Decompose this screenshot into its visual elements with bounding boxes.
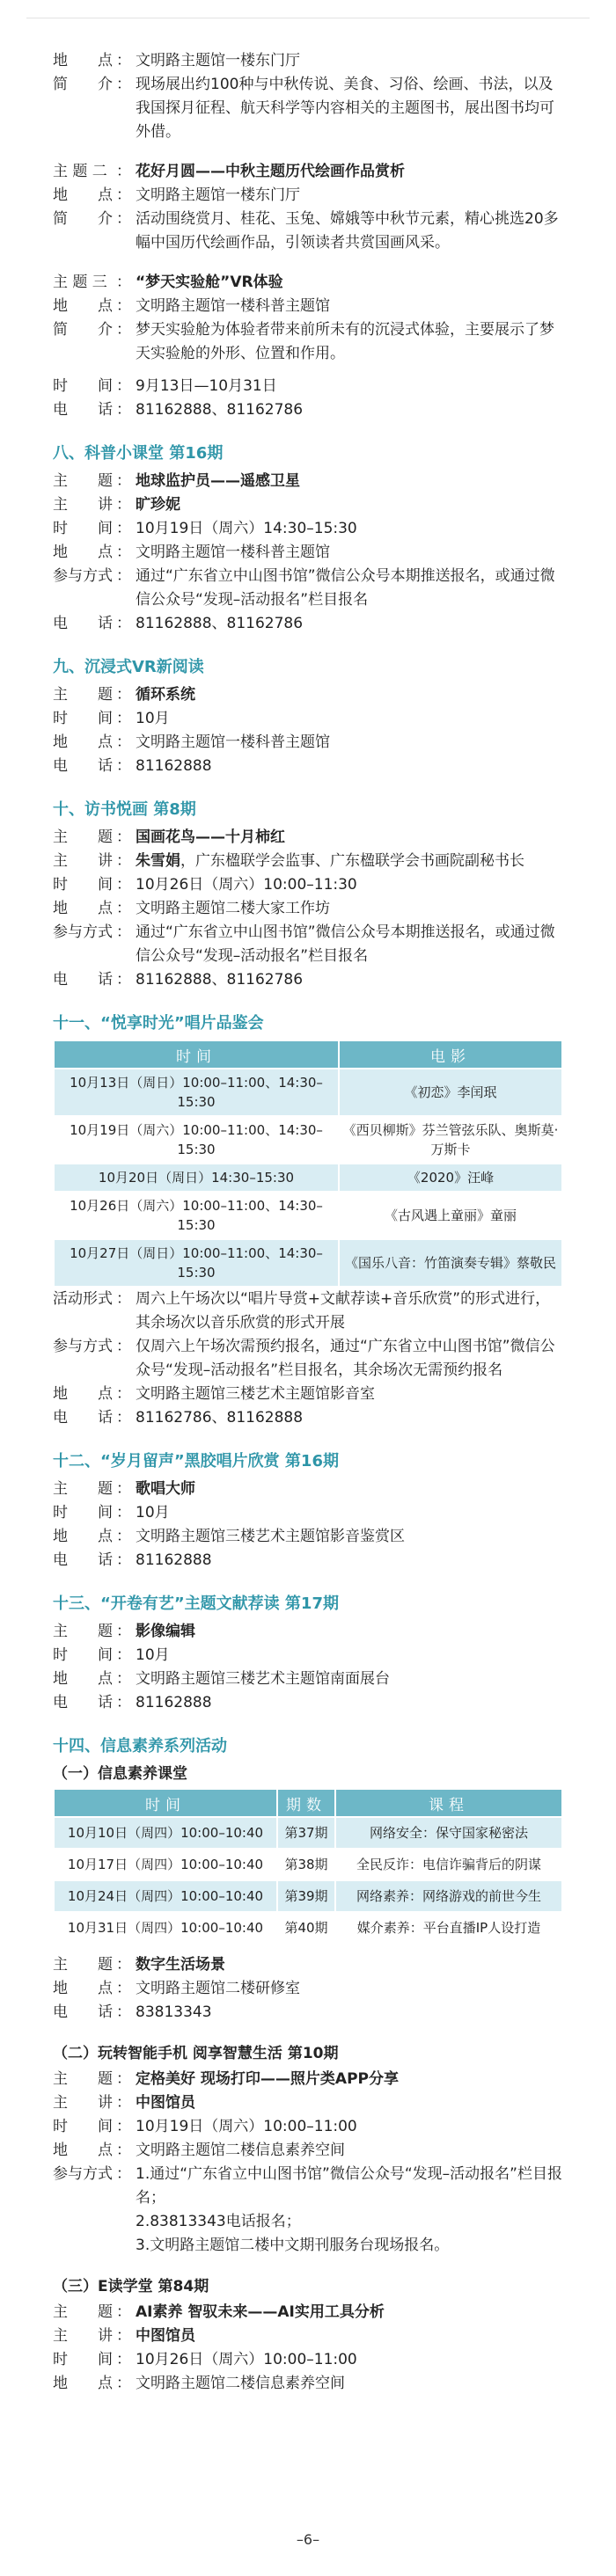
field-key: 时 间	[53, 1504, 113, 1522]
col-header-issue: 期数	[277, 1789, 335, 1817]
theme-title: 花好月圆——中秋主题历代绘画作品赏析	[136, 163, 405, 180]
cell-film: 《2020》汪峰	[339, 1164, 562, 1192]
info-row: 地 点 ： 文明路主题馆一楼东门厅	[53, 49, 563, 73]
field-value: 81162888、81162786	[136, 971, 304, 989]
field-value: 10月	[136, 710, 170, 727]
field-key: 主 题	[53, 686, 113, 704]
col-header-film: 电影	[339, 1040, 562, 1069]
info-row: 地 点 ： 文明路主题馆二楼研修室	[53, 1977, 563, 2001]
field-value: 数字生活场景	[136, 1956, 225, 1974]
field-key: 电 话	[53, 615, 113, 632]
info-row: 时 间 ： 9月13日—10月31日	[53, 375, 563, 398]
col-header-time: 时间	[54, 1040, 339, 1069]
section-title: 十三、“开卷有艺”主题文献荐读 第17期	[53, 1594, 339, 1613]
info-row: 地 点 ： 文明路主题馆一楼科普主题馆	[53, 295, 563, 318]
cell-time: 10月20日（周日）14:30–15:30	[54, 1164, 339, 1192]
course-schedule-table	[53, 1788, 563, 1945]
info-row: 主 题 ： AI素养 智驭未来——AI实用工具分析	[53, 2301, 563, 2324]
info-row: 电 话 ： 81162888、81162786	[53, 968, 563, 992]
page-number: –6–	[296, 2531, 320, 2548]
field-value: 文明路主题馆一楼科普主题馆	[136, 297, 330, 315]
field-key: 主 题 三	[53, 274, 107, 291]
info-row: 参与方式 ： 通过“广东省立中山图书馆”微信公众号本期推送报名，或通过微信公众号“发现–活动报名”栏目报名	[53, 565, 563, 612]
info-row: 主 讲 ： 旷珍妮	[53, 493, 563, 517]
field-value: 中图馆员	[136, 2327, 195, 2345]
field-value: 81162888、81162786	[136, 401, 304, 419]
field-key: 地 点	[53, 52, 113, 69]
field-value: 文明路主题馆二楼大家工作坊	[136, 900, 330, 917]
cell-time: 10月17日（周四）10:00–10:40	[54, 1849, 277, 1880]
field-key: 地 点	[53, 2142, 113, 2159]
speaker-title: ，广东楹联学会监事、广东楹联学会书画院副秘书长	[180, 852, 524, 870]
theme-title: “梦天实验舱”VR体验	[136, 274, 283, 291]
cell-film: 《西贝柳斯》芬兰管弦乐队、奥斯莫·万斯卡	[339, 1116, 562, 1164]
field-value: 文明路主题馆二楼信息素养空间	[136, 2142, 345, 2159]
field-value: 文明路主题馆三楼艺术主题馆南面展台	[136, 1670, 390, 1688]
field-key: 地 点	[53, 1670, 113, 1688]
field-value: 活动围绕赏月、桂花、玉兔、嫦娥等中秋节元素，精心挑选20多幅中国历代绘画作品，引领读者共赏国画风采。	[136, 210, 559, 252]
theme-row: 主 题 二 ： 花好月圆——中秋主题历代绘画作品赏析	[53, 160, 563, 184]
field-key: 主 讲	[53, 2327, 113, 2345]
info-row: 地 点 ： 文明路主题馆二楼信息素养空间	[53, 2372, 563, 2396]
subsection-title: （一）信息素养课堂	[53, 1765, 187, 1783]
field-key: 主 题	[53, 828, 113, 846]
field-value: 通过“广东省立中山图书馆”微信公众号本期推送报名，或通过微信公众号“发现–活动报名”栏目报名	[136, 923, 555, 965]
field-key: 主 题	[53, 1480, 113, 1498]
col-header-course: 课程	[335, 1789, 562, 1817]
field-key: 主 题 二	[53, 163, 107, 180]
field-key: 主 讲	[53, 2094, 113, 2112]
field-value: 文明路主题馆二楼研修室	[136, 1980, 300, 1997]
cell-time: 10月13日（周日）10:00–11:00、14:30–15:30	[54, 1069, 339, 1116]
join-step: 2.83813343电话报名；	[136, 2213, 301, 2230]
field-key: 电 话	[53, 757, 113, 775]
info-row: 电 话 ： 81162888	[53, 1691, 563, 1715]
field-key: 简 介	[53, 321, 113, 339]
info-row: 简 介 ： 梦天实验舱为体验者带来前所未有的沉浸式体验，主要展示了梦天实验舱的外形、位置和作用。	[53, 318, 563, 366]
table-row	[54, 1239, 562, 1287]
cell-issue: 第39期	[277, 1880, 335, 1912]
subsection-title: （二）玩转智能手机 阅享智慧生活 第10期	[53, 2045, 339, 2062]
join-step: 3.文明路主题馆二楼中文期刊服务台现场报名。	[136, 2237, 450, 2254]
info-row: 简 介 ： 活动围绕赏月、桂花、玉兔、嫦娥等中秋节元素，精心挑选20多幅中国历代绘画作品，引领读者共赏国画风采。	[53, 208, 563, 255]
field-key: 地 点	[53, 2375, 113, 2392]
cell-issue: 第37期	[277, 1817, 335, 1849]
table-header-row	[54, 1789, 562, 1817]
speaker-name: 朱雪娟	[136, 852, 180, 870]
info-row: 地 点 ： 文明路主题馆三楼艺术主题馆南面展台	[53, 1667, 563, 1691]
info-row: 简 介 ： 现场展出约100种与中秋传说、美食、习俗、绘画、书法，以及我国探月征程、航天科学等内容相关的主题图书，展出图书均可外借。	[53, 73, 563, 144]
info-row: 地 点 ： 文明路主题馆二楼大家工作坊	[53, 897, 563, 921]
field-value: 仅周六上午场次需预约报名，通过“广东省立中山图书馆”微信公众号“发现–活动报名”栏目报名，其余场次无需预约报名	[136, 1338, 555, 1379]
field-value: 现场展出约100种与中秋传说、美食、习俗、绘画、书法，以及我国探月征程、航天科学等内容相关的主题图书，展出图书均可外借。	[136, 76, 554, 141]
info-row: 时 间 ： 10月	[53, 1644, 563, 1667]
field-key: 主 题	[53, 1623, 113, 1640]
field-value: 文明路主题馆三楼艺术主题馆影音鉴赏区	[136, 1528, 405, 1545]
field-value: 81162888、81162786	[136, 615, 304, 632]
info-row: 电 话 ： 81162888	[53, 1549, 563, 1573]
field-value: 文明路主题馆一楼东门厅	[136, 52, 300, 69]
field-value: 81162888	[136, 1551, 212, 1569]
field-key: 简 介	[53, 76, 113, 93]
field-value: 10月26日（周六）10:00–11:00	[136, 2351, 357, 2368]
field-key: 电 话	[53, 2003, 113, 2021]
field-value: 影像编辑	[136, 1623, 195, 1640]
field-key: 主 讲	[53, 852, 113, 870]
field-key: 地 点	[53, 1980, 113, 1997]
cell-course: 网络安全：保守国家秘密法	[335, 1817, 562, 1849]
field-key: 时 间	[53, 2351, 113, 2368]
table-row	[54, 1817, 562, 1849]
cell-time: 10月19日（周六）10:00–11:00、14:30–15:30	[54, 1116, 339, 1164]
field-key: 时 间	[53, 1646, 113, 1664]
field-value: 循环系统	[136, 686, 195, 704]
field-value: 9月13日—10月31日	[136, 377, 277, 395]
section-title: 八、科普小课堂 第16期	[53, 444, 224, 463]
table-row	[54, 1880, 562, 1912]
cell-course: 全民反诈：电信诈骗背后的阴谋	[335, 1849, 562, 1880]
field-key: 时 间	[53, 876, 113, 894]
cell-time: 10月26日（周六）10:00–11:00、14:30–15:30	[54, 1192, 339, 1239]
info-row: 参与方式 ： 通过“广东省立中山图书馆”微信公众号本期推送报名，或通过微信公众号“发现–活动报名”栏目报名	[53, 921, 563, 968]
field-key: 电 话	[53, 1694, 113, 1711]
field-value: 歌唱大师	[136, 1480, 195, 1498]
document-body	[53, 49, 563, 2396]
cell-film: 《国乐八音：竹笛演奏专辑》蔡敬民	[339, 1239, 562, 1287]
info-row: 电 话 ： 81162888、81162786	[53, 612, 563, 636]
info-row: 主 题 ： 数字生活场景	[53, 1953, 563, 1977]
field-key: 地 点	[53, 1385, 113, 1403]
table-row	[54, 1192, 562, 1239]
info-row: 时 间 ： 10月19日（周六）10:00–11:00	[53, 2115, 563, 2139]
field-value: 81162888	[136, 757, 212, 775]
cell-time: 10月24日（周四）10:00–10:40	[54, 1880, 277, 1912]
field-value: 中图馆员	[136, 2094, 195, 2112]
info-row: 时 间 ： 10月26日（周六）10:00–11:00	[53, 2348, 563, 2372]
cell-time: 10月31日（周四）10:00–10:40	[54, 1912, 277, 1944]
cell-time: 10月27日（周日）10:00–11:00、14:30–15:30	[54, 1239, 339, 1287]
info-row: 主 讲 ： 中图馆员	[53, 2324, 563, 2348]
info-row: 电 话 ： 81162888、81162786	[53, 398, 563, 422]
info-row: 主 讲 ： 朱雪娟，广东楹联学会监事、广东楹联学会书画院副秘书长	[53, 850, 563, 873]
field-value: 地球监护员——遥感卫星	[136, 472, 300, 490]
section-title: 十四、信息素养系列活动	[53, 1737, 227, 1755]
info-row: 主 题 ： 歌唱大师	[53, 1478, 563, 1501]
field-value: 国画花鸟——十月柿红	[136, 828, 285, 846]
field-value: 81162786、81162888	[136, 1409, 304, 1427]
section-title: 九、沉浸式VR新阅读	[53, 658, 204, 676]
info-row: 地 点 ： 文明路主题馆一楼东门厅	[53, 184, 563, 208]
info-row: 时 间 ： 10月19日（周六）14:30–15:30	[53, 517, 563, 541]
info-row: 时 间 ： 10月26日（周六）10:00–11:30	[53, 873, 563, 897]
col-header-time: 时间	[54, 1789, 277, 1817]
field-key: 活动形式	[53, 1290, 113, 1308]
info-row: 地 点 ： 文明路主题馆三楼艺术主题馆影音鉴赏区	[53, 1525, 563, 1549]
info-row: 时 间 ： 10月	[53, 1501, 563, 1525]
field-key: 参与方式	[53, 923, 113, 941]
field-value: 文明路主题馆一楼东门厅	[136, 186, 300, 204]
field-key: 参与方式	[53, 2165, 113, 2183]
cell-course: 网络素养：网络游戏的前世今生	[335, 1880, 562, 1912]
info-row: 活动形式 ： 周六上午场次以“唱片导赏+文献荐读+音乐欣赏”的形式进行，其余场次以音乐欣赏的形式开展	[53, 1288, 563, 1335]
field-value: 83813343	[136, 2003, 212, 2021]
field-key: 电 话	[53, 971, 113, 989]
info-row: 电 话 ： 81162888	[53, 755, 563, 778]
field-value: 梦天实验舱为体验者带来前所未有的沉浸式体验，主要展示了梦天实验舱的外形、位置和作用。	[136, 321, 554, 362]
info-row: 地 点 ： 文明路主题馆三楼艺术主题馆影音室	[53, 1383, 563, 1406]
field-value: 文明路主题馆三楼艺术主题馆影音室	[136, 1385, 375, 1403]
field-key: 地 点	[53, 544, 113, 561]
info-row: 电 话 ： 81162786、81162888	[53, 1406, 563, 1430]
info-row: 时 间 ： 10月	[53, 707, 563, 731]
field-value	[136, 850, 563, 873]
info-row: 主 题 ： 国画花鸟——十月柿红	[53, 826, 563, 850]
field-value: 10月	[136, 1646, 170, 1664]
field-value: 文明路主题馆二楼信息素养空间	[136, 2375, 345, 2392]
table-row	[54, 1849, 562, 1880]
section-title: 十、访书悦画 第8期	[53, 800, 196, 819]
field-key: 地 点	[53, 186, 113, 204]
cell-course: 媒介素养：平台直播IP人设打造	[335, 1912, 562, 1944]
info-row: 参与方式 ： 1.通过“广东省立中山图书馆”微信公众号“发现–活动报名”栏目报名； 2.83813343电话报名； 3.文明路主题馆二楼中文期刊服务台现场报名。	[53, 2163, 563, 2258]
cell-issue: 第40期	[277, 1912, 335, 1944]
field-value: AI素养 智驭未来——AI实用工具分析	[136, 2303, 385, 2321]
field-key: 时 间	[53, 520, 113, 537]
field-key: 主 题	[53, 2303, 113, 2321]
theme-row: 主 题 三 ： “梦天实验舱”VR体验	[53, 271, 563, 295]
field-key: 参与方式	[53, 1338, 113, 1355]
field-key: 主 题	[53, 2070, 113, 2088]
field-value: 旷珍妮	[136, 496, 180, 514]
table-row	[54, 1912, 562, 1944]
field-key: 主 题	[53, 1956, 113, 1974]
info-row: 主 讲 ： 中图馆员	[53, 2091, 563, 2115]
field-key: 地 点	[53, 1528, 113, 1545]
field-key: 地 点	[53, 297, 113, 315]
field-value: 定格美好 现场打印——照片类APP分享	[136, 2070, 399, 2088]
info-row: 地 点 ： 文明路主题馆一楼科普主题馆	[53, 731, 563, 755]
field-key: 简 介	[53, 210, 113, 228]
field-value: 10月19日（周六）10:00–11:00	[136, 2118, 357, 2135]
field-key: 电 话	[53, 1409, 113, 1427]
join-step: 1.通过“广东省立中山图书馆”微信公众号“发现–活动报名”栏目报名；	[136, 2165, 562, 2207]
info-row: 地 点 ： 文明路主题馆二楼信息素养空间	[53, 2139, 563, 2163]
table-row	[54, 1164, 562, 1192]
info-row: 主 题 ： 定格美好 现场打印——照片类APP分享	[53, 2068, 563, 2091]
cell-issue: 第38期	[277, 1849, 335, 1880]
info-row: 主 题 ： 地球监护员——遥感卫星	[53, 470, 563, 493]
info-row: 主 题 ： 循环系统	[53, 683, 563, 707]
info-row: 主 题 ： 影像编辑	[53, 1620, 563, 1644]
field-key: 主 题	[53, 472, 113, 490]
field-value: 周六上午场次以“唱片导赏+文献荐读+音乐欣赏”的形式进行，其余场次以音乐欣赏的形式开展	[136, 1290, 551, 1332]
table-row	[54, 1116, 562, 1164]
field-key: 地 点	[53, 900, 113, 917]
field-key: 时 间	[53, 710, 113, 727]
cell-film: 《古风遇上童丽》童丽	[339, 1192, 562, 1239]
field-key: 电 话	[53, 401, 113, 419]
field-value: 10月26日（周六）10:00–11:30	[136, 876, 357, 894]
field-value: 10月19日（周六）14:30–15:30	[136, 520, 357, 537]
field-value: 文明路主题馆一楼科普主题馆	[136, 733, 330, 751]
field-value: 10月	[136, 1504, 170, 1522]
subsection-title: （三）E读学堂 第84期	[53, 2278, 209, 2295]
field-key: 主 讲	[53, 496, 113, 514]
info-row: 参与方式 ： 仅周六上午场次需预约报名，通过“广东省立中山图书馆”微信公众号“发现–活动报名”栏目报名，其余场次无需预约报名	[53, 1335, 563, 1383]
table-header-row	[54, 1040, 562, 1069]
field-key: 参与方式	[53, 567, 113, 585]
info-row: 电 话 ： 83813343	[53, 2001, 563, 2025]
field-value: 通过“广东省立中山图书馆”微信公众号本期推送报名，或通过微信公众号“发现–活动报名”栏目报名	[136, 567, 555, 609]
field-value: 文明路主题馆一楼科普主题馆	[136, 544, 330, 561]
field-key: 电 话	[53, 1551, 113, 1569]
info-row: 地 点 ： 文明路主题馆一楼科普主题馆	[53, 541, 563, 565]
field-value	[136, 2163, 563, 2258]
cell-time: 10月10日（周四）10:00–10:40	[54, 1817, 277, 1849]
cell-film: 《初恋》李闰珉	[339, 1069, 562, 1116]
section-title: 十二、“岁月留声”黑胶唱片欣赏 第16期	[53, 1452, 339, 1470]
field-value: 81162888	[136, 1694, 212, 1711]
record-schedule-table	[53, 1040, 563, 1288]
section-title: 十一、“悦享时光”唱片品鉴会	[53, 1014, 264, 1033]
field-key: 时 间	[53, 377, 113, 395]
field-key: 地 点	[53, 733, 113, 751]
table-row	[54, 1069, 562, 1116]
field-key: 时 间	[53, 2118, 113, 2135]
